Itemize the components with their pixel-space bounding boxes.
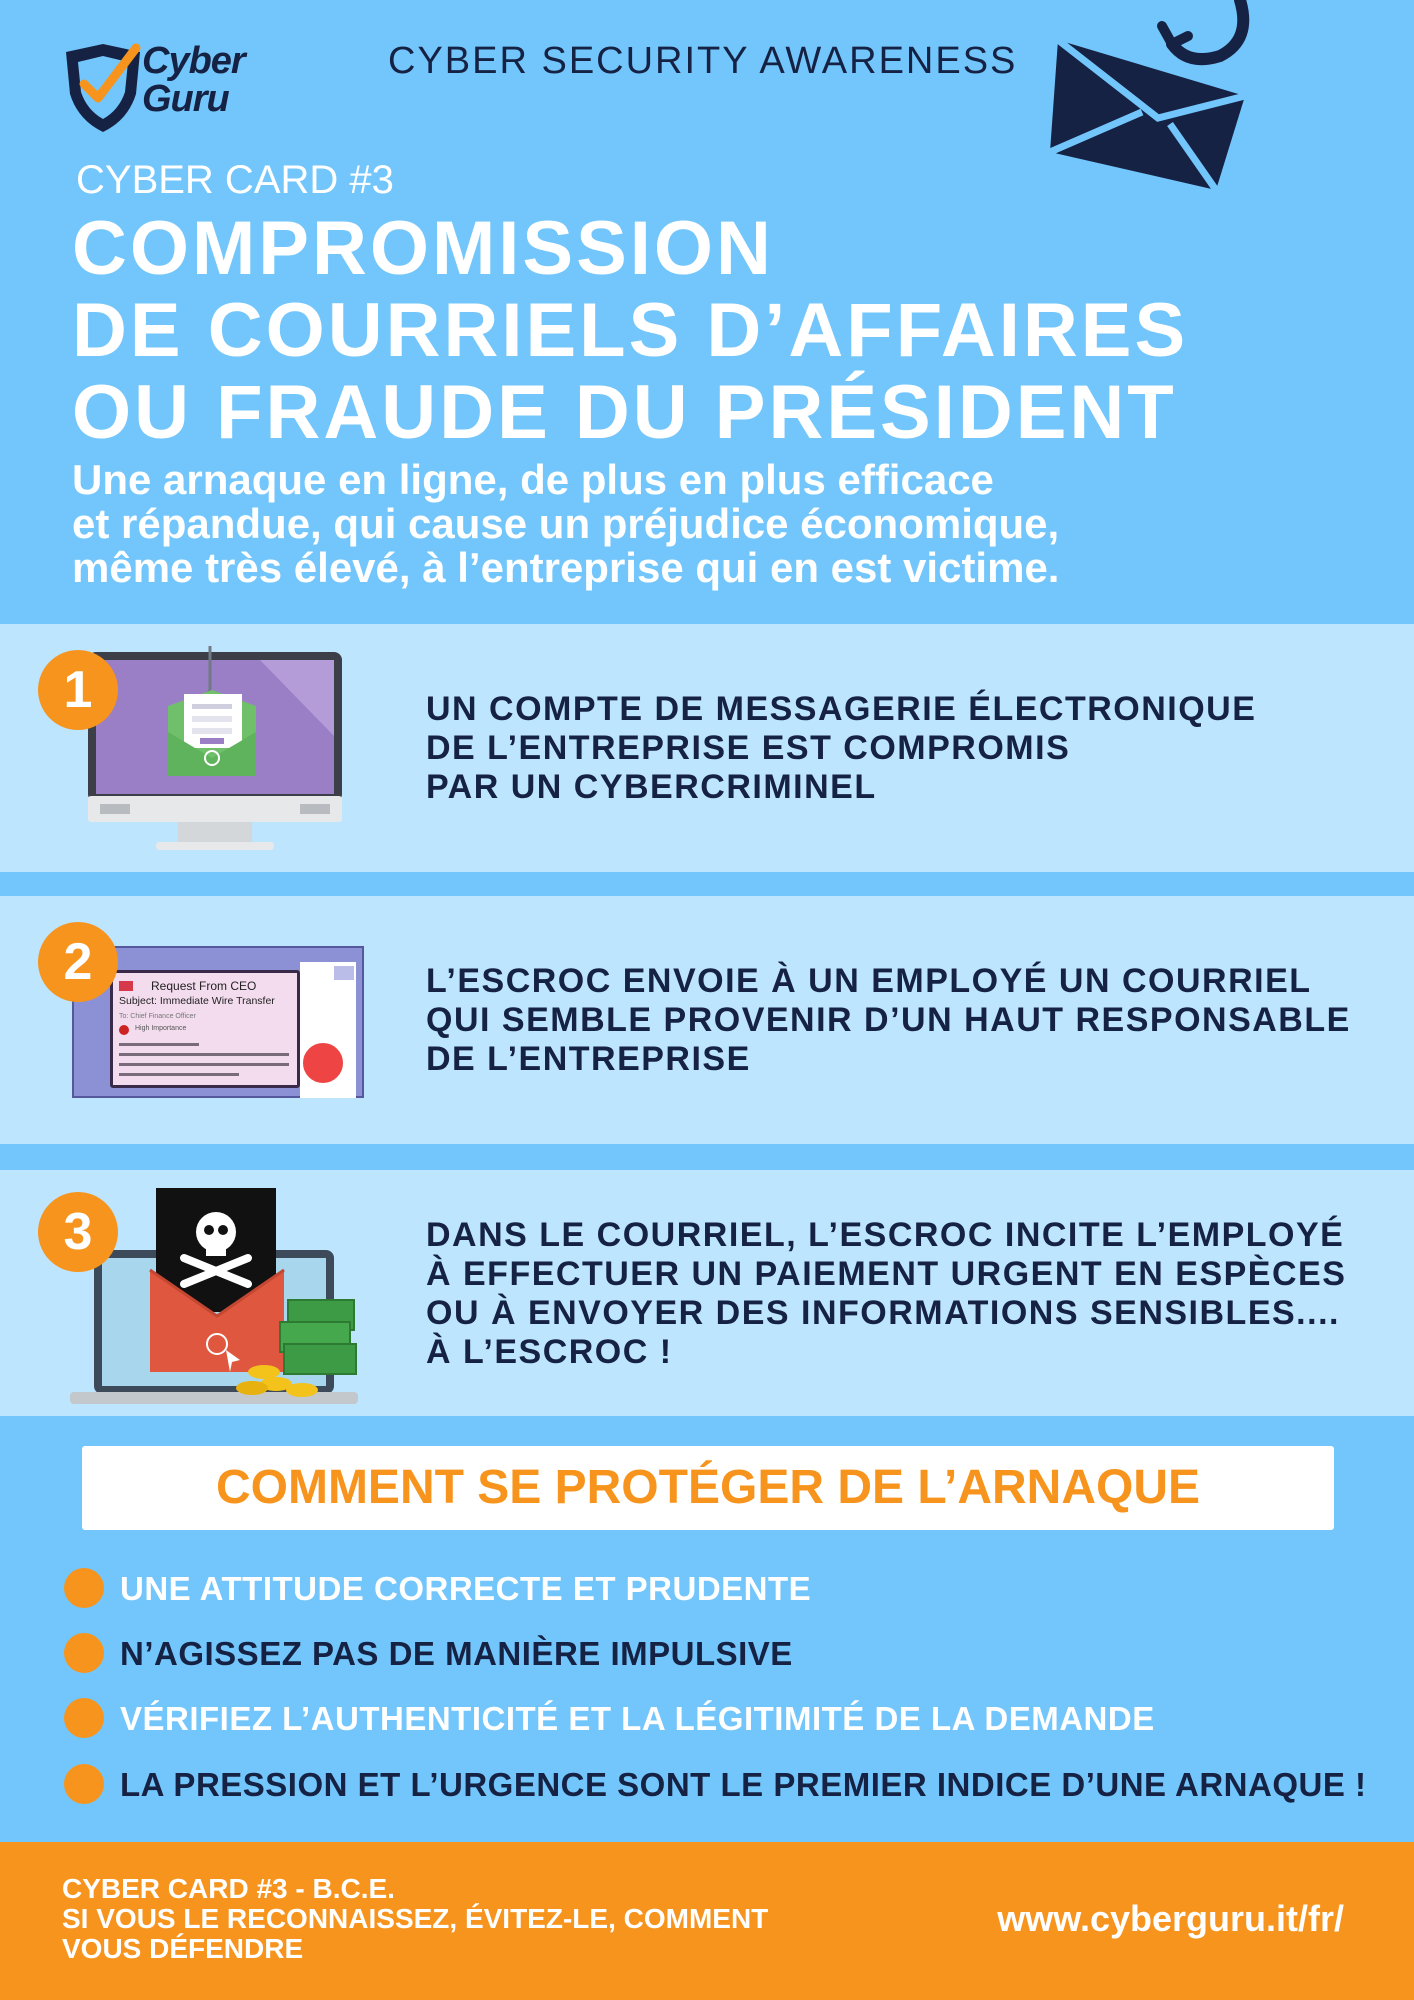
protect-heading-box bbox=[82, 1446, 1334, 1530]
shield-check-icon bbox=[62, 42, 144, 134]
step-1 bbox=[0, 624, 1414, 872]
step-number-1: 1 bbox=[38, 650, 118, 730]
step-number-2: 2 bbox=[38, 922, 118, 1002]
bullet-dot-icon bbox=[64, 1633, 104, 1673]
monitor-phishing-icon bbox=[80, 646, 350, 866]
bullet-dot-icon bbox=[64, 1568, 104, 1608]
email-mock-heading: Request From CEO bbox=[151, 979, 257, 993]
bullet-dot-icon bbox=[64, 1698, 104, 1738]
email-mock-importance: High Importance bbox=[135, 1025, 187, 1032]
step-number-3: 3 bbox=[38, 1192, 118, 1272]
tip-2-label: N’AGISSEZ PAS DE MANIÈRE IMPULSIVE bbox=[120, 1635, 793, 1672]
tip-4-label: LA PRESSION ET L’URGENCE SONT LE PREMIER INDICE D’UNE ARNAQUE ! bbox=[120, 1766, 1367, 1803]
protect-title: COMMENT SE PROTÉGER DE L’ARNAQUE bbox=[215, 1461, 1201, 1514]
tip-3-label: VÉRIFIEZ L’AUTHENTICITÉ ET LA LÉGITIMITÉ DE LA DEMANDE bbox=[120, 1700, 1155, 1737]
tip-1-label: UNE ATTITUDE CORRECTE ET PRUDENTE bbox=[120, 1570, 812, 1607]
card-label: CYBER CARD #3 bbox=[76, 158, 394, 202]
subtitle: Une arnaque en ligne, de plus en plus efficace et répandue, qui cause un préjudice économique, même très élevé, à l’entreprise qui en est victime. bbox=[72, 456, 1060, 591]
step-1-text: UN COMPTE DE MESSAGERIE ÉLECTRONIQUE DE L’ENTREPRISE EST COMPROMIS PAR UN CYBERCRIMINEL bbox=[426, 690, 1257, 806]
email-mock-subject: Subject: Immediate Wire Transfer bbox=[119, 995, 275, 1007]
bullet-dot-icon bbox=[64, 1764, 104, 1804]
envelope-hook-icon bbox=[1040, 0, 1270, 200]
email-mock-to: To: Chief Finance Officer bbox=[119, 1013, 196, 1020]
logo-text: Cyber Guru bbox=[142, 40, 245, 120]
step-3 bbox=[0, 1170, 1414, 1416]
footer bbox=[0, 1842, 1414, 2000]
step-3-text: DANS LE COURRIEL, L’ESCROC INCITE L’EMPLOYÉ À EFFECTUER UN PAIEMENT URGENT EN ESPÈCES OU À ENVOYER DES INFORMATIONS SENSIBLES.... À L’ESCROC ! bbox=[426, 1216, 1347, 1371]
step-2-text: L’ESCROC ENVOIE À UN EMPLOYÉ UN COURRIEL QUI SEMBLE PROVENIR D’UN HAUT RESPONSABLE DE L’ENTREPRISE bbox=[426, 962, 1351, 1078]
main-title: COMPROMISSION DE COURRIELS D’AFFAIRES OU FRAUDE DU PRÉSIDENT bbox=[72, 206, 1189, 455]
footer-caption: CYBER CARD #3 - B.C.E. SI VOUS LE RECONNAISSEZ, ÉVITEZ-LE, COMMENT VOUS DÉFENDRE bbox=[62, 1873, 769, 1964]
step-2 bbox=[0, 896, 1414, 1144]
header-title: CYBER SECURITY AWARENESS bbox=[388, 40, 1018, 82]
footer-url-link[interactable]: www.cyberguru.it/fr/ bbox=[997, 1898, 1344, 1939]
